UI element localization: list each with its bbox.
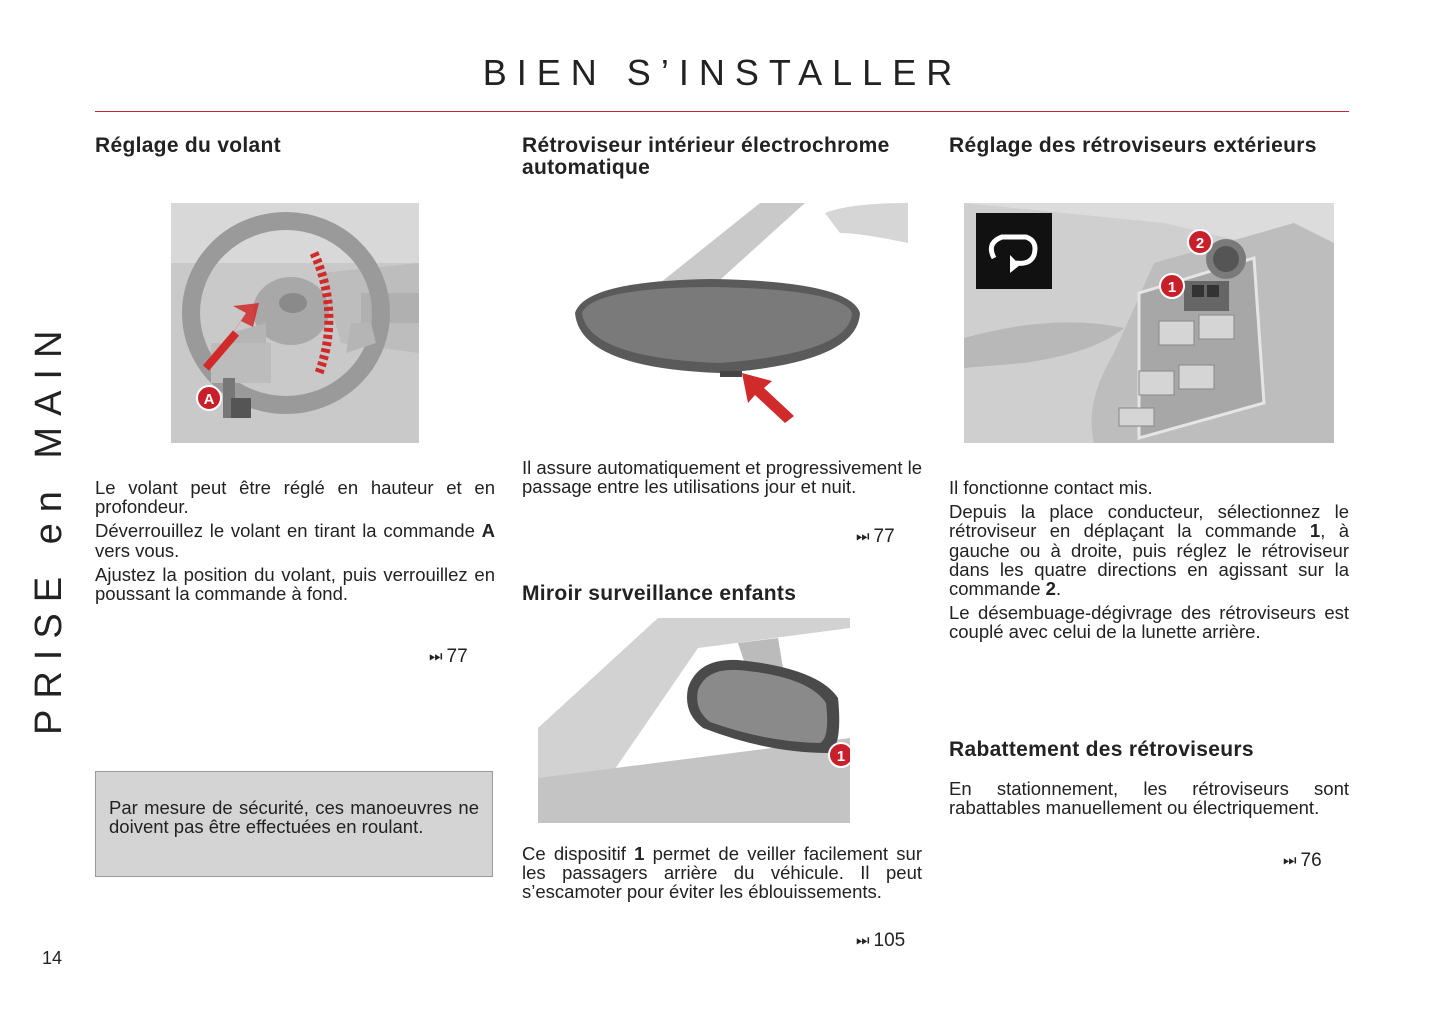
title-divider bbox=[95, 111, 1349, 112]
skip-forward-icon: ⏭ bbox=[429, 648, 443, 665]
exterior-mirror-figure bbox=[964, 203, 1334, 443]
skip-forward-icon: ⏭ bbox=[856, 932, 870, 949]
exterior-mirror-p3: Le désembuage-dégivrage des rétroviseurs est couplé avec celui de la lunette arrière. bbox=[949, 602, 1349, 643]
label-1: 1 bbox=[836, 748, 846, 765]
interior-mirror-p1: Il assure automatiquement et progressivement le passage entre les utilisations jour et nuit. bbox=[522, 457, 923, 498]
col2-text bbox=[522, 458, 922, 496]
child-mirror-page-ref[interactable]: ⏭ 105 bbox=[856, 930, 906, 951]
heading-child-mirror: Miroir surveillance enfants bbox=[522, 582, 797, 605]
mirror-folding-page-ref[interactable]: ⏭ 76 bbox=[1283, 850, 1322, 871]
label-a: A bbox=[203, 391, 215, 408]
col-exterior-mirrors bbox=[949, 135, 1349, 157]
skip-forward-icon: ⏭ bbox=[1283, 852, 1297, 869]
exterior-mirror-p2: Depuis la place conducteur, sélectionnez le rétroviseur en déplaçant la commande 1, à gauche ou à droite, puis réglez le rétroviseur dans les quatre directions en agissant sur la commande 2. bbox=[949, 501, 1349, 600]
steering-wheel-figure bbox=[171, 203, 419, 443]
safety-note bbox=[95, 771, 493, 877]
col2-text-2 bbox=[522, 844, 922, 902]
heading-exterior-mirrors: Réglage des rétroviseurs extérieurs bbox=[949, 134, 1317, 157]
steering-p2: Déverrouillez le volant en tirant la commande A vers vous. bbox=[95, 520, 495, 561]
col-mirror-folding bbox=[949, 739, 1349, 761]
col-steering-wheel bbox=[95, 135, 495, 157]
child-mirror-p1: Ce dispositif 1 permet de veiller facilement sur les passagers arrière du véhicule. Il peut s’escamoter pour éviter les éblouissements. bbox=[522, 843, 922, 903]
exterior-mirror-p1: Il fonctionne contact mis. bbox=[949, 477, 1153, 498]
steering-p3: Ajustez la position du volant, puis verrouillez en poussant la commande à fond. bbox=[95, 563, 495, 605]
col3-text bbox=[949, 478, 1349, 642]
heading-steering-wheel: Réglage du volant bbox=[95, 134, 281, 157]
steering-p1: Le volant peut être réglé en hauteur et en profondeur. bbox=[95, 477, 495, 518]
page-number: 14 bbox=[42, 948, 63, 968]
child-mirror-figure bbox=[538, 618, 850, 823]
col3-text-2 bbox=[949, 779, 1349, 817]
mirror-folding-p1: En stationnement, les rétroviseurs sont rabattables manuellement ou électriquement. bbox=[949, 778, 1349, 819]
interior-mirror-page-ref[interactable]: ⏭ 77 bbox=[856, 526, 895, 547]
steering-page-ref[interactable]: ⏭ 77 bbox=[429, 646, 468, 667]
heading-interior-mirror: Rétroviseur intérieur électrochrome automatique bbox=[522, 134, 890, 179]
page-title: BIEN S’INSTALLER bbox=[482, 52, 963, 93]
heading-mirror-folding: Rabattement des rétroviseurs bbox=[949, 738, 1254, 761]
label-2: 2 bbox=[1195, 235, 1205, 252]
interior-mirror-figure bbox=[560, 203, 908, 428]
section-side-label: PRISE en MAIN bbox=[28, 319, 70, 735]
skip-forward-icon: ⏭ bbox=[856, 528, 870, 545]
col1-text bbox=[95, 478, 495, 603]
col-interior-mirror bbox=[522, 135, 922, 179]
col-child-mirror bbox=[522, 583, 922, 605]
safety-note-text: Par mesure de sécurité, ces manoeuvres ne doivent pas être effectuées en roulant. bbox=[109, 797, 479, 838]
label-1: 1 bbox=[1167, 279, 1177, 296]
